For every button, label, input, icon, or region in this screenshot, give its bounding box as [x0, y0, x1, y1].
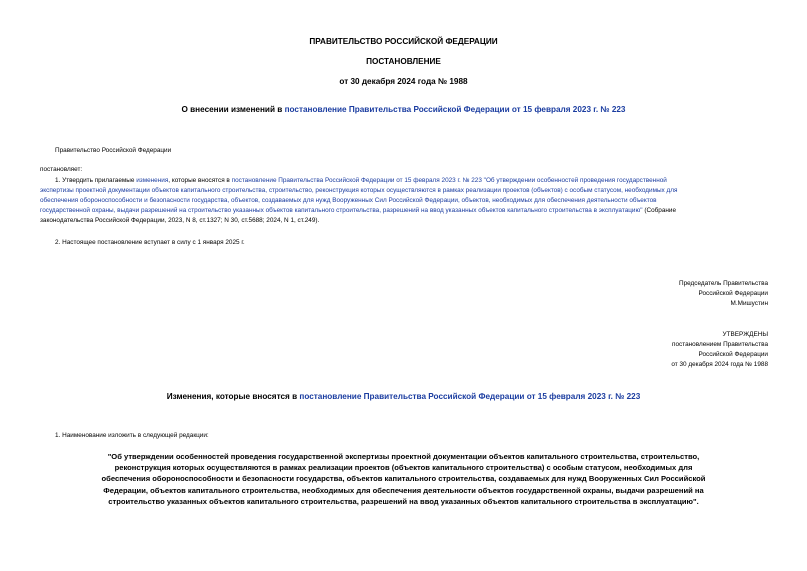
resolution-link[interactable]: обеспечения обороноспособности и безопасности государства, объектов, создаваемых для нужд Вооруженных Сил Российской Федерации, объектов, необходимых для обеспечения деятельности объектов	[40, 197, 657, 204]
approved-org: Российской Федерации	[698, 351, 768, 358]
quote-line: реконструкция которых осуществляются в рамках реализации проектов (объектов капитального строительства) с особым статусом, необходимых для	[114, 463, 693, 473]
paragraph-1-line: законодательства Российской Федерации, 2023, N 8, ст.1327; N 30, ст.5688; 2024, N 1, ст.249).	[40, 217, 320, 224]
approved-label: УТВЕРЖДЕНЫ	[722, 331, 768, 338]
resolution-link[interactable]: экспертизы проектной документации объектов капитального строительства, строительство, реконструкция которых осуществляются в рамках реализации проектов (объектов) с особым статусом, необходимых для	[40, 187, 678, 194]
quote-line: строительство указанных объектов капитального строительства, разрешений на ввод указанных объектов капитального строительства в эксплуатацию".	[108, 496, 699, 506]
changes-link[interactable]: изменения	[136, 177, 169, 184]
quote-line: "Об утверждении особенностей проведения государственной экспертизы проектной документации объектов капитального строительства, строительство,	[107, 452, 700, 461]
title-prefix: О внесении изменений в	[181, 105, 285, 114]
doc-type-heading: ПОСТАНОВЛЕНИЕ	[366, 57, 441, 66]
new-title-quote	[47, 451, 760, 507]
signature-name: М.Мишустин	[730, 300, 768, 307]
paragraph-1-line: государственной охраны, выдачи разрешений на строительство указанных объектов капитального строительства, разрешений на ввод указанных объектов капитального строительства в эксплуатацию" (Собрание	[40, 207, 677, 214]
signature-block	[679, 279, 768, 309]
signature-position: Председатель Правительства	[679, 280, 768, 287]
change-item-1: 1. Наименование изложить в следующей редакции:	[55, 432, 209, 439]
org-heading: ПРАВИТЕЛЬСТВО РОССИЙСКОЙ ФЕДЕРАЦИИ	[309, 37, 498, 46]
document-title	[0, 105, 807, 114]
approved-by: постановлением Правительства	[672, 341, 768, 348]
quote-line: обеспечения обороноспособности и безопасности государства, объектов капитального строительства, создаваемых для нужд Вооруженных Сил Российской	[101, 474, 706, 484]
approved-date: от 30 декабря 2024 года № 1988	[671, 361, 768, 368]
approved-block	[671, 330, 768, 370]
signature-org: Российской Федерации	[698, 290, 768, 297]
paragraph-1	[40, 176, 768, 226]
title-link[interactable]: постановление Правительства Российской Федерации от 15 февраля 2023 г. № 223	[284, 105, 626, 114]
paragraph-1-line	[40, 186, 768, 196]
date-number: от 30 декабря 2024 года № 1988	[339, 77, 468, 86]
resolves-label: постановляет:	[40, 166, 83, 173]
changes-title	[0, 392, 807, 401]
paragraph-1-line	[40, 196, 768, 206]
government-label: Правительство Российской Федерации	[55, 147, 172, 154]
changes-title-prefix: Изменения, которые вносятся в	[166, 392, 300, 401]
quote-line: Федерации, объектов капитального строительства, необходимых для обеспечения деятельности объектов государственной охраны, выдачи разрешений на	[103, 485, 704, 495]
resolution-link[interactable]: государственной охраны, выдачи разрешений на строительство указанных объектов капитального строительства, разрешений на ввод указанных объектов капитального строительства в эксплуатацию"	[40, 207, 643, 214]
paragraph-2: 2. Настоящее постановление вступает в силу с 1 января 2025 г.	[55, 239, 245, 246]
paragraph-1-line: 1. Утвердить прилагаемые изменения, которые вносятся в постановление Правительства Российской Федерации от 15 февраля 2023 г. № 223 "Об утверждении особенностей проведения государственной	[55, 177, 667, 184]
resolution-link[interactable]: постановление Правительства Российской Федерации от 15 февраля 2023 г. № 223 "Об утверждении особенностей проведения государственной	[231, 177, 667, 184]
changes-title-link[interactable]: постановление Правительства Российской Федерации от 15 февраля 2023 г. № 223	[299, 392, 641, 401]
